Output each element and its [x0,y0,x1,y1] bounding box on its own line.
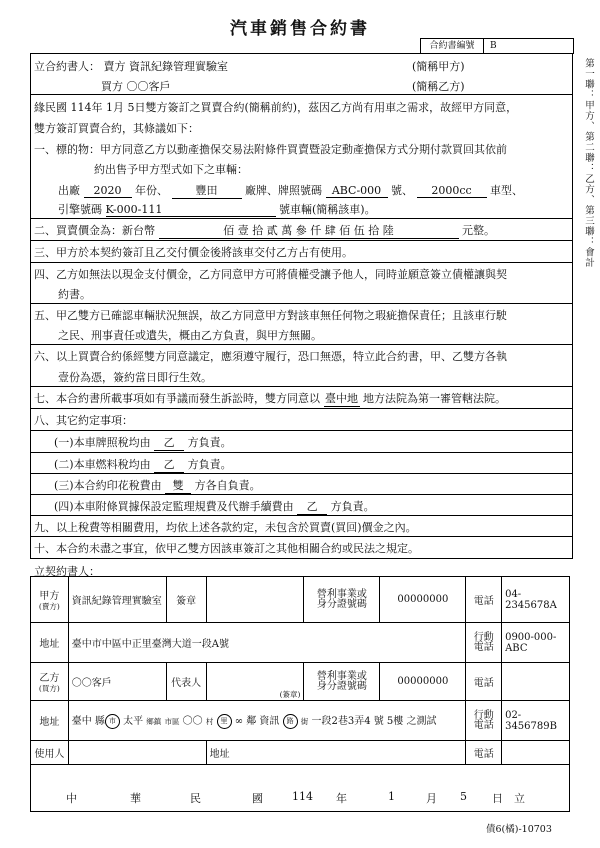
buyer-address-value: 臺中 縣 市 太平 鄉鎮 市區 〇〇 村 里 ∞ 鄰 資訊 路 街 一段2巷3弄4 號 5樓 之測試 [68,701,466,741]
clause-1-line-1: 一、標的物：甲方同意乙方以動產擔保交易法附條件買賣暨設定動產擔保方式分期付款買回其依前 [34,143,507,156]
divider [30,473,572,474]
engine-line: 引擎號碼 K-000-111 號車輛(簡稱該車)。 [58,203,376,216]
divider [30,240,572,241]
clause-4-line-1: 四、乙方如無法以現金支付價金，乙方同意甲方可將債權受讓予他人，同時並願意簽立債權讓與契 [34,268,507,281]
buyer-id-value: 00000000 [380,663,466,701]
clause-8-heading: 八、其它約定事項： [34,414,133,427]
signers-heading: 立契約書人： [34,565,100,578]
clause-1-line-2: 約出售予甲方型式如下之車輛： [94,163,248,176]
date-day: 5 [460,790,467,803]
clause-3: 三、甲方於本契約簽訂且乙交付價金後將該車交付乙方占有使用。 [34,246,353,259]
seller-name-cell: 資訊紀錄管理實驗室 [68,577,166,623]
price-amount: 佰 壹 拾 貳 萬 參 仟 肆 佰 伍 拾 陸 [159,222,459,239]
divider [30,430,572,431]
buyer-cell-label: 乙方 (買方) [31,663,69,701]
party-buyer [34,78,568,94]
contract-number-value: B [490,41,497,51]
contract-number-box [420,38,574,54]
vehicle-plate: ABC-000 [326,184,388,198]
seller-id-value: 00000000 [380,577,466,623]
signing-date: 中 華 民 國 114 年 1 月 5 日 立 [66,790,525,805]
clause-6-line-1: 六、以上買賣合約係經雙方同意議定，應須遵守履行，恐口無憑，特立此合約書，甲、乙雙方各執 [34,350,507,363]
document-title: 汽車銷售合約書 [230,19,370,39]
seller-id-label: 營利事業或 身分證號碼 [304,577,380,623]
divider [30,344,572,345]
divider [30,262,572,263]
user-phone-label: 電話 [466,741,502,765]
seller-cell-label: 甲方 (賣方) [31,577,69,623]
buyer-mobile-label: 行動 電話 [466,701,502,741]
divider [30,218,572,219]
seller-address-value: 臺中市中區中正里臺灣大道一段A號 [68,623,466,663]
copy-distribution-note: 第一聯：甲方、第二聯：乙方、第三聯：會計 [583,58,594,268]
party-seller: 立合約書人： 賣方 資訊紀錄管理實驗室 (簡稱甲方) [34,60,465,73]
clause-7: 七、本合約書所載事項如有爭議而發生訴訟時，雙方同意以 臺中地 地方法院為第一審管轄法院。 [34,392,506,405]
representative-label: 代表人 [166,663,206,701]
user-label: 使用人 [31,741,69,765]
vehicle-cc: 2000cc [417,184,487,198]
clause-5-line-1: 五、甲乙雙方已確認車輛狀況無誤，故乙方同意甲方對該車無任何物之瑕疵擔保責任；且該車行駛 [34,309,507,322]
clause-8-item: (四)本車附條買據保設定監理規費及代辦手續費由 乙 方負責。 [54,500,375,513]
signature-table [30,576,570,811]
seller-seal-box [206,577,304,623]
divider [30,303,572,304]
form-code: 債6(橘)-10703 [486,824,552,835]
engine-number: K-000-111 [106,203,276,217]
representative-seal-box: (簽章) [206,663,304,701]
date-year: 114 [292,790,313,803]
clause-8-item: (二)本車燃料稅均由 乙 方負責。 [54,458,232,471]
intro-line-1: 緣民國 114年 1月 5日雙方簽訂之買賣合約(簡稱前約)，茲因乙方尚有用車之需求，故經甲方同意， [34,101,518,114]
clause-2: 二、買賣價金為：新台幣 佰 壹 拾 貳 萬 參 仟 肆 佰 伍 拾 陸 元整。 [34,224,495,237]
seller-mobile-value: 0900-000-ABC [502,623,570,663]
vehicle-brand: 豐田 [172,182,242,199]
clause-8-item: (一)本車牌照稅均由 乙 方負責。 [54,436,232,449]
buyer-name-cell: 〇〇客戶 [68,663,166,701]
vehicle-year: 2020 [84,184,132,198]
user-address-cell: 地址 [206,741,466,765]
seller-phone-value: 04-2345678A [502,577,570,623]
seller-label: 賣方 [103,60,126,73]
contract-number-label: 合約書編號 [421,39,484,53]
divider [30,452,572,453]
seller-address-label: 地址 [31,623,69,663]
seller-seal-label: 簽章 [166,577,206,623]
seller-alias: (簡稱甲方) [412,60,465,73]
seller-name: 資訊紀錄管理實驗室 [129,60,228,73]
divider [30,515,572,516]
clause-4-line-2: 約書。 [58,288,91,301]
vehicle-spec-line: 出廠 2020 年份、 豐田 廠牌、牌照號碼 ABC-000 號、 2000cc 車型、 [58,184,523,197]
buyer-alias: (簡稱乙方) [412,80,465,93]
seller-mobile-label: 行動 電話 [466,623,502,663]
intro-line-2: 雙方簽訂買賣合約，其條議如下： [34,122,199,135]
clause-9: 九、以上稅費等相關費用，均依上述各款約定，未包含於買賣(買回)價金之內。 [34,521,417,534]
divider [30,494,572,495]
buyer-address-label: 地址 [31,701,69,741]
buyer-mobile-value: 02-3456789B [502,701,570,741]
seller-phone-label: 電話 [466,577,502,623]
clause-10: 十、本合約未盡之事宜，依甲乙雙方因該車簽訂之其他相關合約或民法之規定。 [34,542,419,555]
buyer-name: 〇〇客戶 [126,80,171,93]
buyer-id-label: 營利事業或 身分證號碼 [304,663,380,701]
clause-6-line-2: 壹份為憑，簽約當日即行生效。 [58,371,212,384]
divider [30,94,572,95]
date-month: 1 [388,790,395,803]
court-name: 臺中地 [325,392,358,405]
divider [30,408,572,409]
clause-8-item: (三)本合約印花稅費由 雙 方各自負責。 [54,479,261,492]
clause-5-line-2: 之民、刑事責任或遺失，概由乙方負責，與甲方無關。 [58,329,322,342]
buyer-label: 買方 [101,80,123,93]
divider [30,536,572,537]
buyer-phone-label: 電話 [466,663,502,701]
divider [30,386,572,387]
